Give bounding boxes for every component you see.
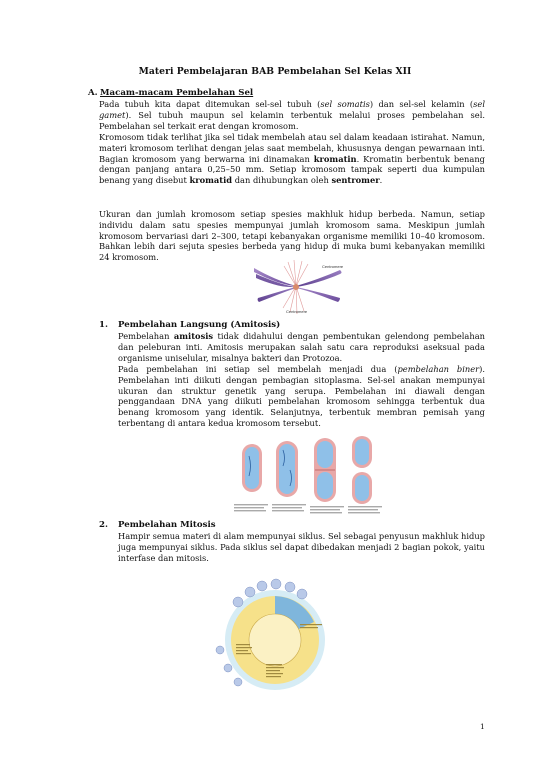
fission-stage-3 — [314, 438, 336, 502]
section-a-label: A. — [88, 88, 98, 98]
binary-fission-figure — [220, 436, 390, 516]
centromere-dot — [293, 284, 299, 290]
subsection-1-title: Pembelahan Langsung (Amitosis) — [118, 320, 281, 330]
subsection-1-heading — [99, 320, 280, 330]
text-run: . — [379, 175, 383, 186]
figure1-label-bottom: Centromere — [286, 309, 308, 314]
text-run: dan dihubungkan oleh — [232, 175, 332, 186]
document-title: Materi Pembelajaran BAB Pembelahan Sel Kelas XII — [138, 66, 412, 77]
text-run: Pada pembelahan ini setiap sel membelah menjadi dua ( — [118, 364, 398, 374]
fission-stage-4 — [352, 436, 372, 504]
section-a-heading — [88, 88, 253, 98]
fission-caption-lines — [234, 504, 382, 513]
text-run: tidak didahului dengan pembentukan gelendong pembelahan dan peleburan inti. Amitosis merupakan salah satu cara reproduksi aseksual pada organisme uniselular, misalnya bakteri dan Protozoa. — [118, 331, 485, 363]
subsection-1-paragraph-2 — [118, 364, 485, 429]
section-a-paragraph-3: Ukuran dan jumlah kromosom setiap spesies makhluk hidup berbeda. Namun, setiap individu dalam satu spesies mempunyai jumlah kromosom sama. Meskipun jumlah kromosom bervariasi dari 2–300, tetapi kebanyakan organisme memiliki 10–40 kromosom. Bahkan lebih dari sejuta spesies berbeda yang hidup di muka bumi kebanyakan memiliki 24 kromosom. — [99, 209, 485, 263]
subsection-2-heading — [99, 520, 216, 530]
text-run: ). Sel tubuh maupun sel kelamin terbentuk melalui proses pembelahan sel. Pembelahan sel terkait erat dengan kromosom. — [99, 109, 485, 131]
subsection-1-paragraph-1 — [118, 331, 485, 363]
subsection-2-number: 2. — [99, 520, 108, 530]
italic-term: pembelahan biner — [397, 364, 480, 374]
section-a-paragraph-1 — [99, 99, 485, 131]
subsection-2-paragraph-1: Hampir semua materi di alam mempunyai siklus. Sel sebagai penyusun makhluk hidup juga mempunyai siklus. Pada siklus sel dapat dibedakan menjadi 2 bagian pokok, yaitu interfase dan mitosis. — [118, 531, 485, 563]
text-run: Pembelahan — [118, 331, 174, 341]
bold-term: kromatid — [189, 175, 233, 186]
text-run: ) dan sel-sel kelamin ( — [369, 99, 474, 109]
page-number: 1 — [480, 722, 485, 731]
bold-term: kromatin — [313, 153, 357, 164]
fission-stage-1 — [242, 444, 262, 492]
text-run: ). Pembelahan inti diikuti dengan pembagian sitoplasma. Sel-sel anakan mempunyai ukuran dan struktur genetik yang serupa. Pembelahan ini diawali dengan penggandaan DNA yang diikuti pembelahan kromosom sehingga terbentuk dua benang kromosom yang identik. Selanjutnya, terbentuk membran pemisah yang terbentang di antara kedua kromosom tersebut. — [118, 364, 485, 428]
subsection-1-number: 1. — [99, 320, 108, 330]
bold-term: sentromer — [331, 175, 380, 186]
italic-term: sel gamet — [99, 99, 485, 120]
section-a-paragraph-2 — [99, 132, 485, 186]
fission-stage-2 — [276, 441, 298, 497]
text-run: . Kromatin berbentuk benang dengan panjang antara 0,25–50 mm. Setiap kromosom tampak seperti dua kumpulan benang yang disebut — [99, 153, 485, 186]
text-run: Kromosom tidak terlihat jika sel tidak membelah atau sel dalam keadaan istirahat. Namun, materi kromosom terlihat dengan jelas saat membelah, khususnya dengan pewarnaan inti. Bagian kromosom yang berwarna ini dinamakan — [99, 132, 485, 164]
figure1-label-top: Centromere — [322, 264, 344, 269]
bold-term: amitosis — [173, 331, 214, 341]
chromosome-figure — [250, 258, 348, 316]
cell-cycle-figure — [210, 578, 340, 698]
italic-term: sel somatis — [320, 99, 370, 109]
text-run: Pada tubuh kita dapat ditemukan sel-sel tubuh ( — [99, 99, 321, 109]
section-a-title: Macam-macam Pembelahan Sel — [100, 88, 254, 98]
subsection-2-title: Pembelahan Mitosis — [118, 520, 216, 530]
